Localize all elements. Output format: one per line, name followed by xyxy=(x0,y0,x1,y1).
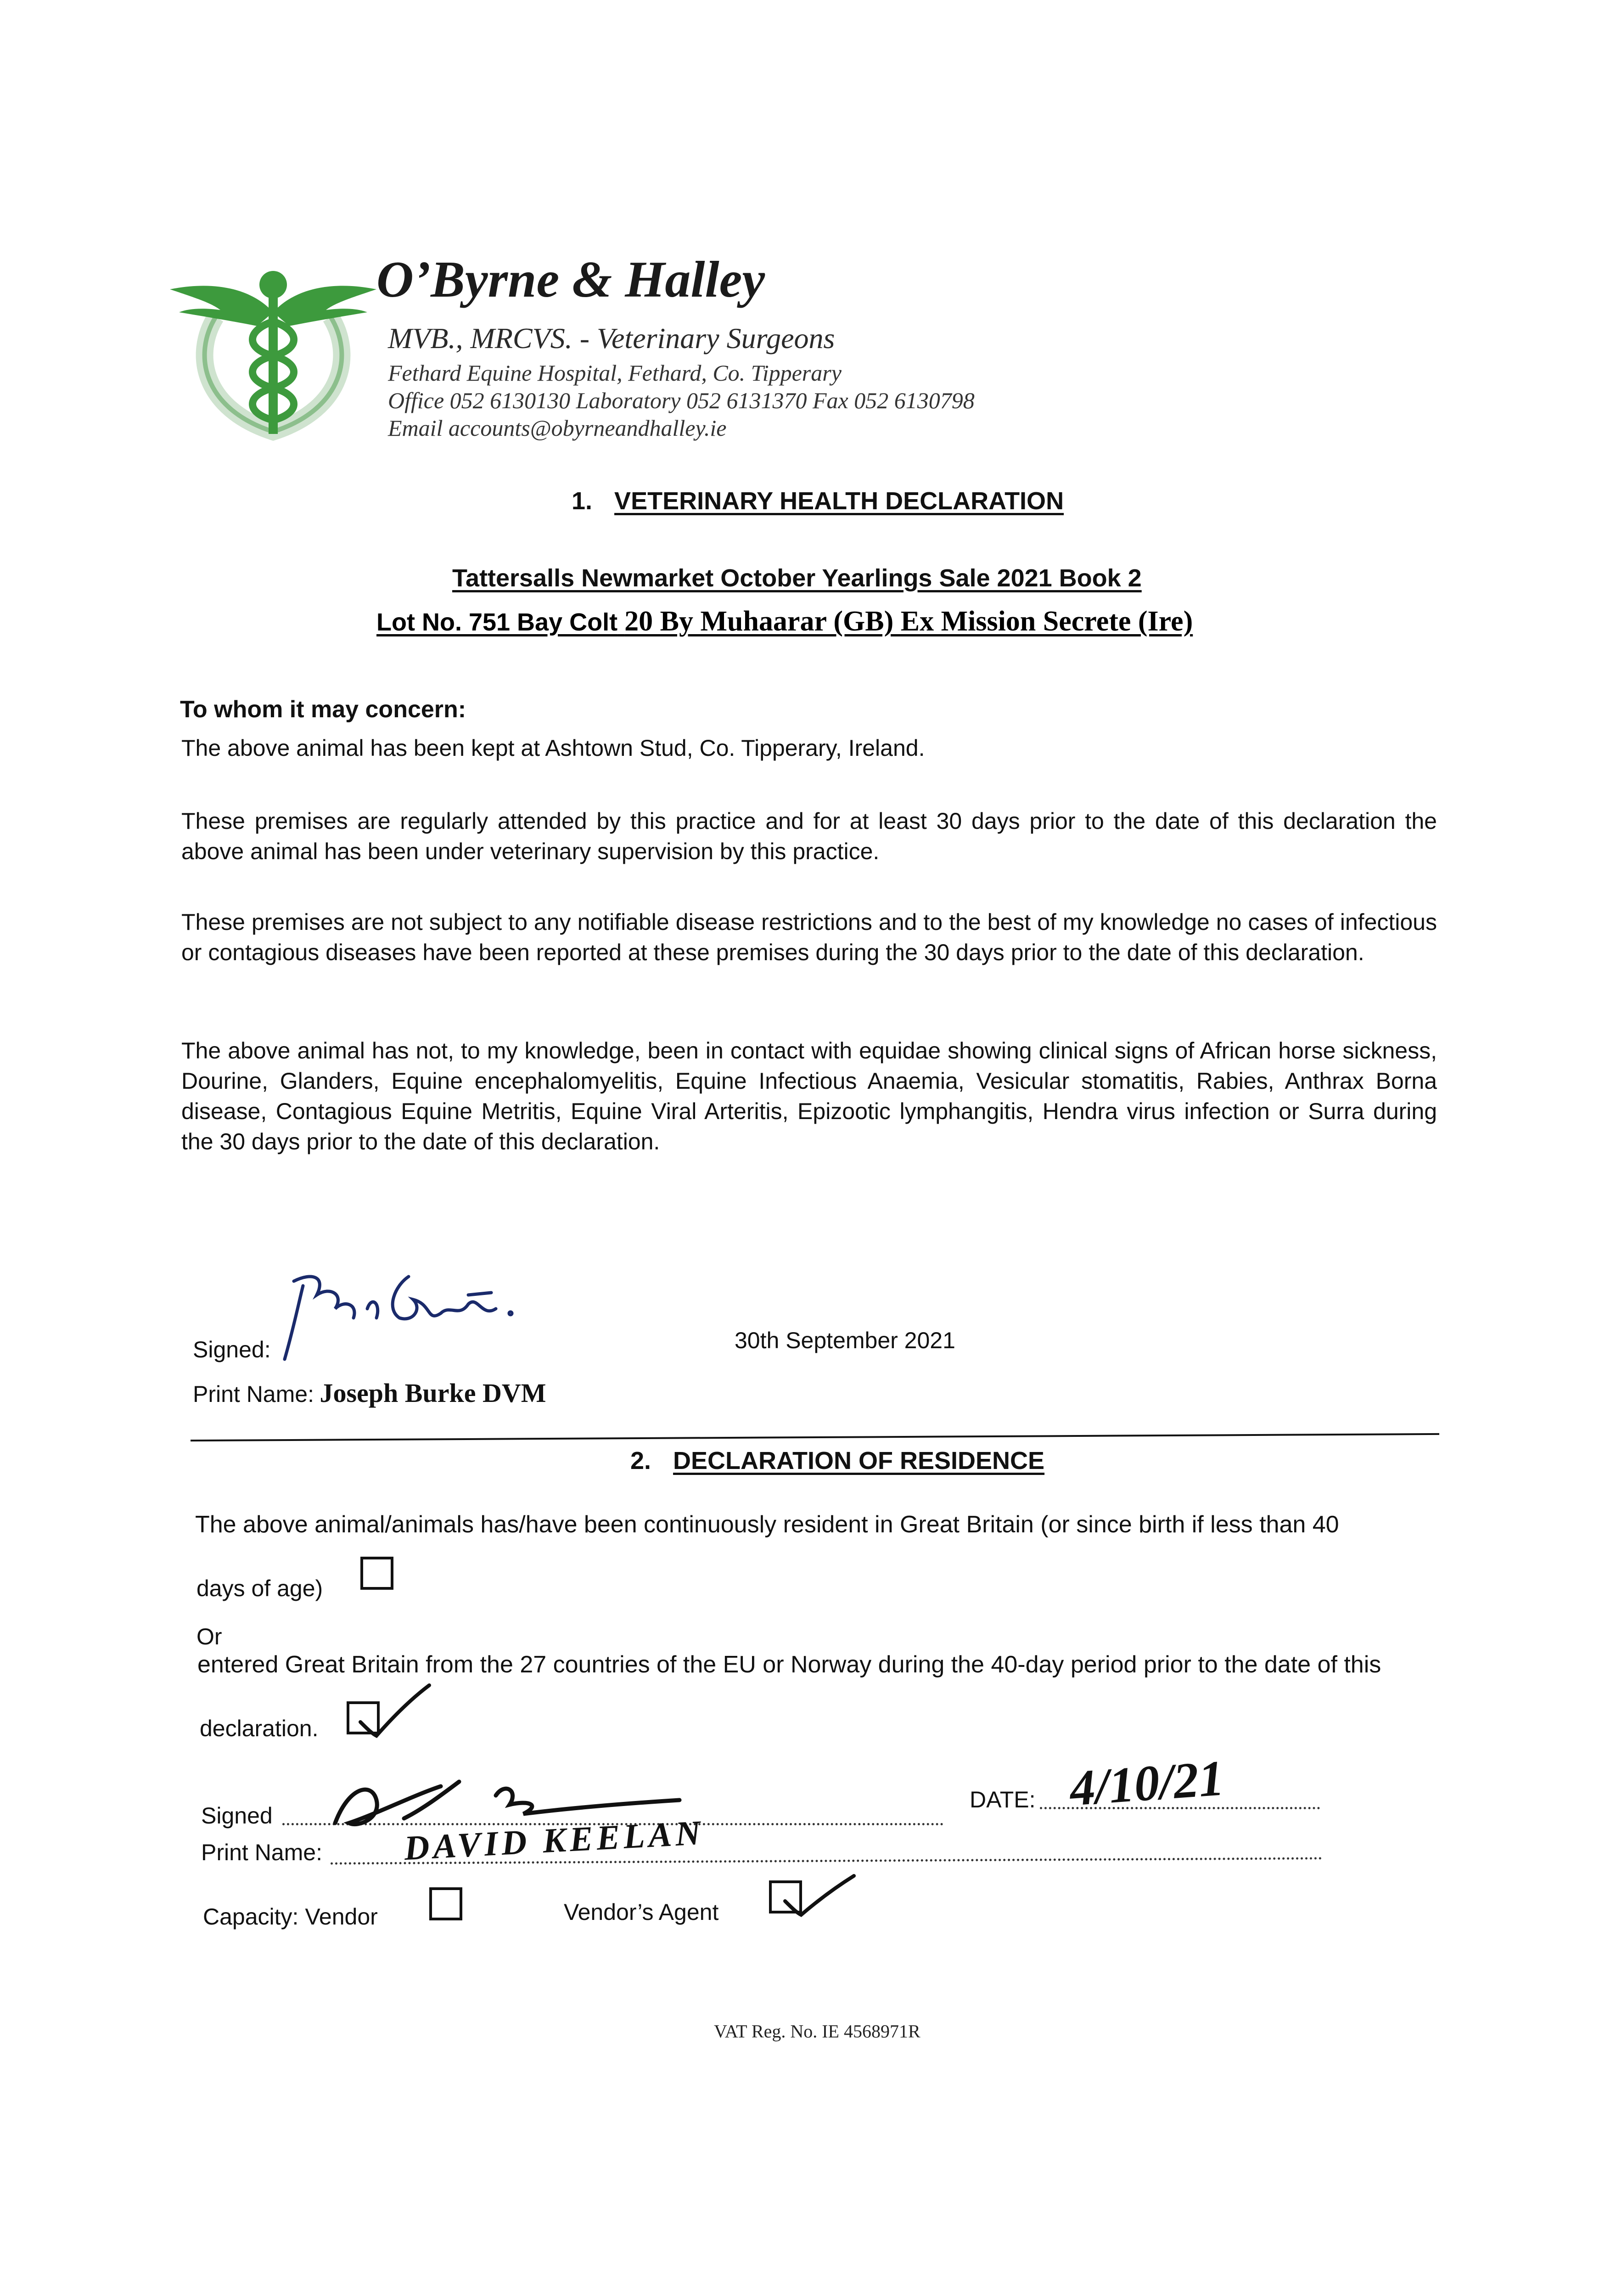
caduceus-logo xyxy=(165,257,381,450)
section1-number: 1. xyxy=(572,487,593,515)
firm-phones: Office 052 6130130 Laboratory 052 6131370 Fax 052 6130798 xyxy=(388,388,975,413)
section1-heading xyxy=(572,487,1064,515)
resident-line-2: days of age) xyxy=(196,1576,323,1601)
section2-number: 2. xyxy=(630,1447,651,1474)
handwritten-date: 4/10/21 xyxy=(1068,1750,1226,1817)
contact-paragraph: The above animal has not, to my knowledge, been in contact with equidae showing clinical signs of African horse sickness, Dourine, Glanders, Equine encephalomyelitis, Equine Infectious Anaemia, Vesicular stomatitis, Rabies, Anthrax Borna disease, Contagious Equine Metritis, Equine Viral Arteritis, Epizootic lymphangitis, Hendra virus infection or Surra during the 30 days prior to the date of this declaration. xyxy=(181,1038,1437,1154)
resident-checkbox[interactable] xyxy=(360,1557,393,1590)
resident-line-1: The above animal/animals has/have been continuously resident in Great Britain (or since birth if less than 40 xyxy=(195,1511,1339,1538)
kept-at-text: The above animal has been kept at Ashtown Stud, Co. Tipperary, Ireland. xyxy=(181,735,925,761)
salutation: To whom it may concern: xyxy=(180,696,466,723)
firm-email: Email accounts@obyrneandhalley.ie xyxy=(388,415,727,441)
lot-prefix: Lot No. 751 Bay Colt xyxy=(376,608,618,636)
section1-title: VETERINARY HEALTH DECLARATION xyxy=(614,487,1064,515)
signed-label-1: Signed: xyxy=(193,1337,271,1362)
lot-line xyxy=(376,605,1193,638)
vet-signature xyxy=(275,1249,533,1368)
entered-checkmark xyxy=(351,1671,434,1740)
print-name-label-1: Print Name: xyxy=(193,1381,314,1407)
handwritten-print-name: DAVID KEELAN xyxy=(403,1813,705,1868)
entered-line-1: entered Great Britain from the 27 countries of the EU or Norway during the 40-day period prior to the date of this xyxy=(197,1651,1381,1678)
sale-line: Tattersalls Newmarket October Yearlings Sale 2021 Book 2 xyxy=(452,564,1142,592)
restrictions-paragraph: These premises are not subject to any notifiable disease restrictions and to the best of my knowledge no cases of infectious or contagious diseases have been reported at these premises during the 30 days prior to the date of this declaration. xyxy=(181,909,1437,965)
print-name-label-2: Print Name: xyxy=(201,1840,322,1865)
capacity-vendor-label: Capacity: Vendor xyxy=(203,1904,378,1930)
supervision-paragraph: These premises are regularly attended by this practice and for at least 30 days prior to the date of this declaration the above animal has been under veterinary supervision by this practice. xyxy=(181,808,1437,864)
vendor-agent-checkmark xyxy=(776,1864,859,1919)
lot-suffix: 20 By Muhaarar (GB) Ex Mission Secrete (Ire) xyxy=(624,606,1193,637)
vendor-agent-label: Vendor’s Agent xyxy=(564,1899,719,1925)
firm-name: O’Byrne & Halley xyxy=(376,251,765,308)
firm-address: Fethard Equine Hospital, Fethard, Co. Tipperary xyxy=(388,360,842,386)
or-label: Or xyxy=(196,1624,222,1649)
firm-qualifications: MVB., MRCVS. - Veterinary Surgeons xyxy=(388,322,835,355)
vendor-checkbox[interactable] xyxy=(429,1887,462,1920)
entered-line-2: declaration. xyxy=(200,1716,319,1741)
vat-number: VAT Reg. No. IE 4568971R xyxy=(714,2021,920,2042)
vet-date: 30th September 2021 xyxy=(735,1328,955,1353)
vet-print-name: Joseph Burke DVM xyxy=(320,1378,546,1408)
section-divider xyxy=(191,1433,1439,1441)
print-name-row-1 xyxy=(193,1378,546,1408)
section2-heading xyxy=(630,1446,1044,1475)
date-label-2: DATE: xyxy=(970,1787,1036,1812)
signed-label-2: Signed xyxy=(201,1803,273,1829)
section2-title: DECLARATION OF RESIDENCE xyxy=(673,1447,1045,1474)
